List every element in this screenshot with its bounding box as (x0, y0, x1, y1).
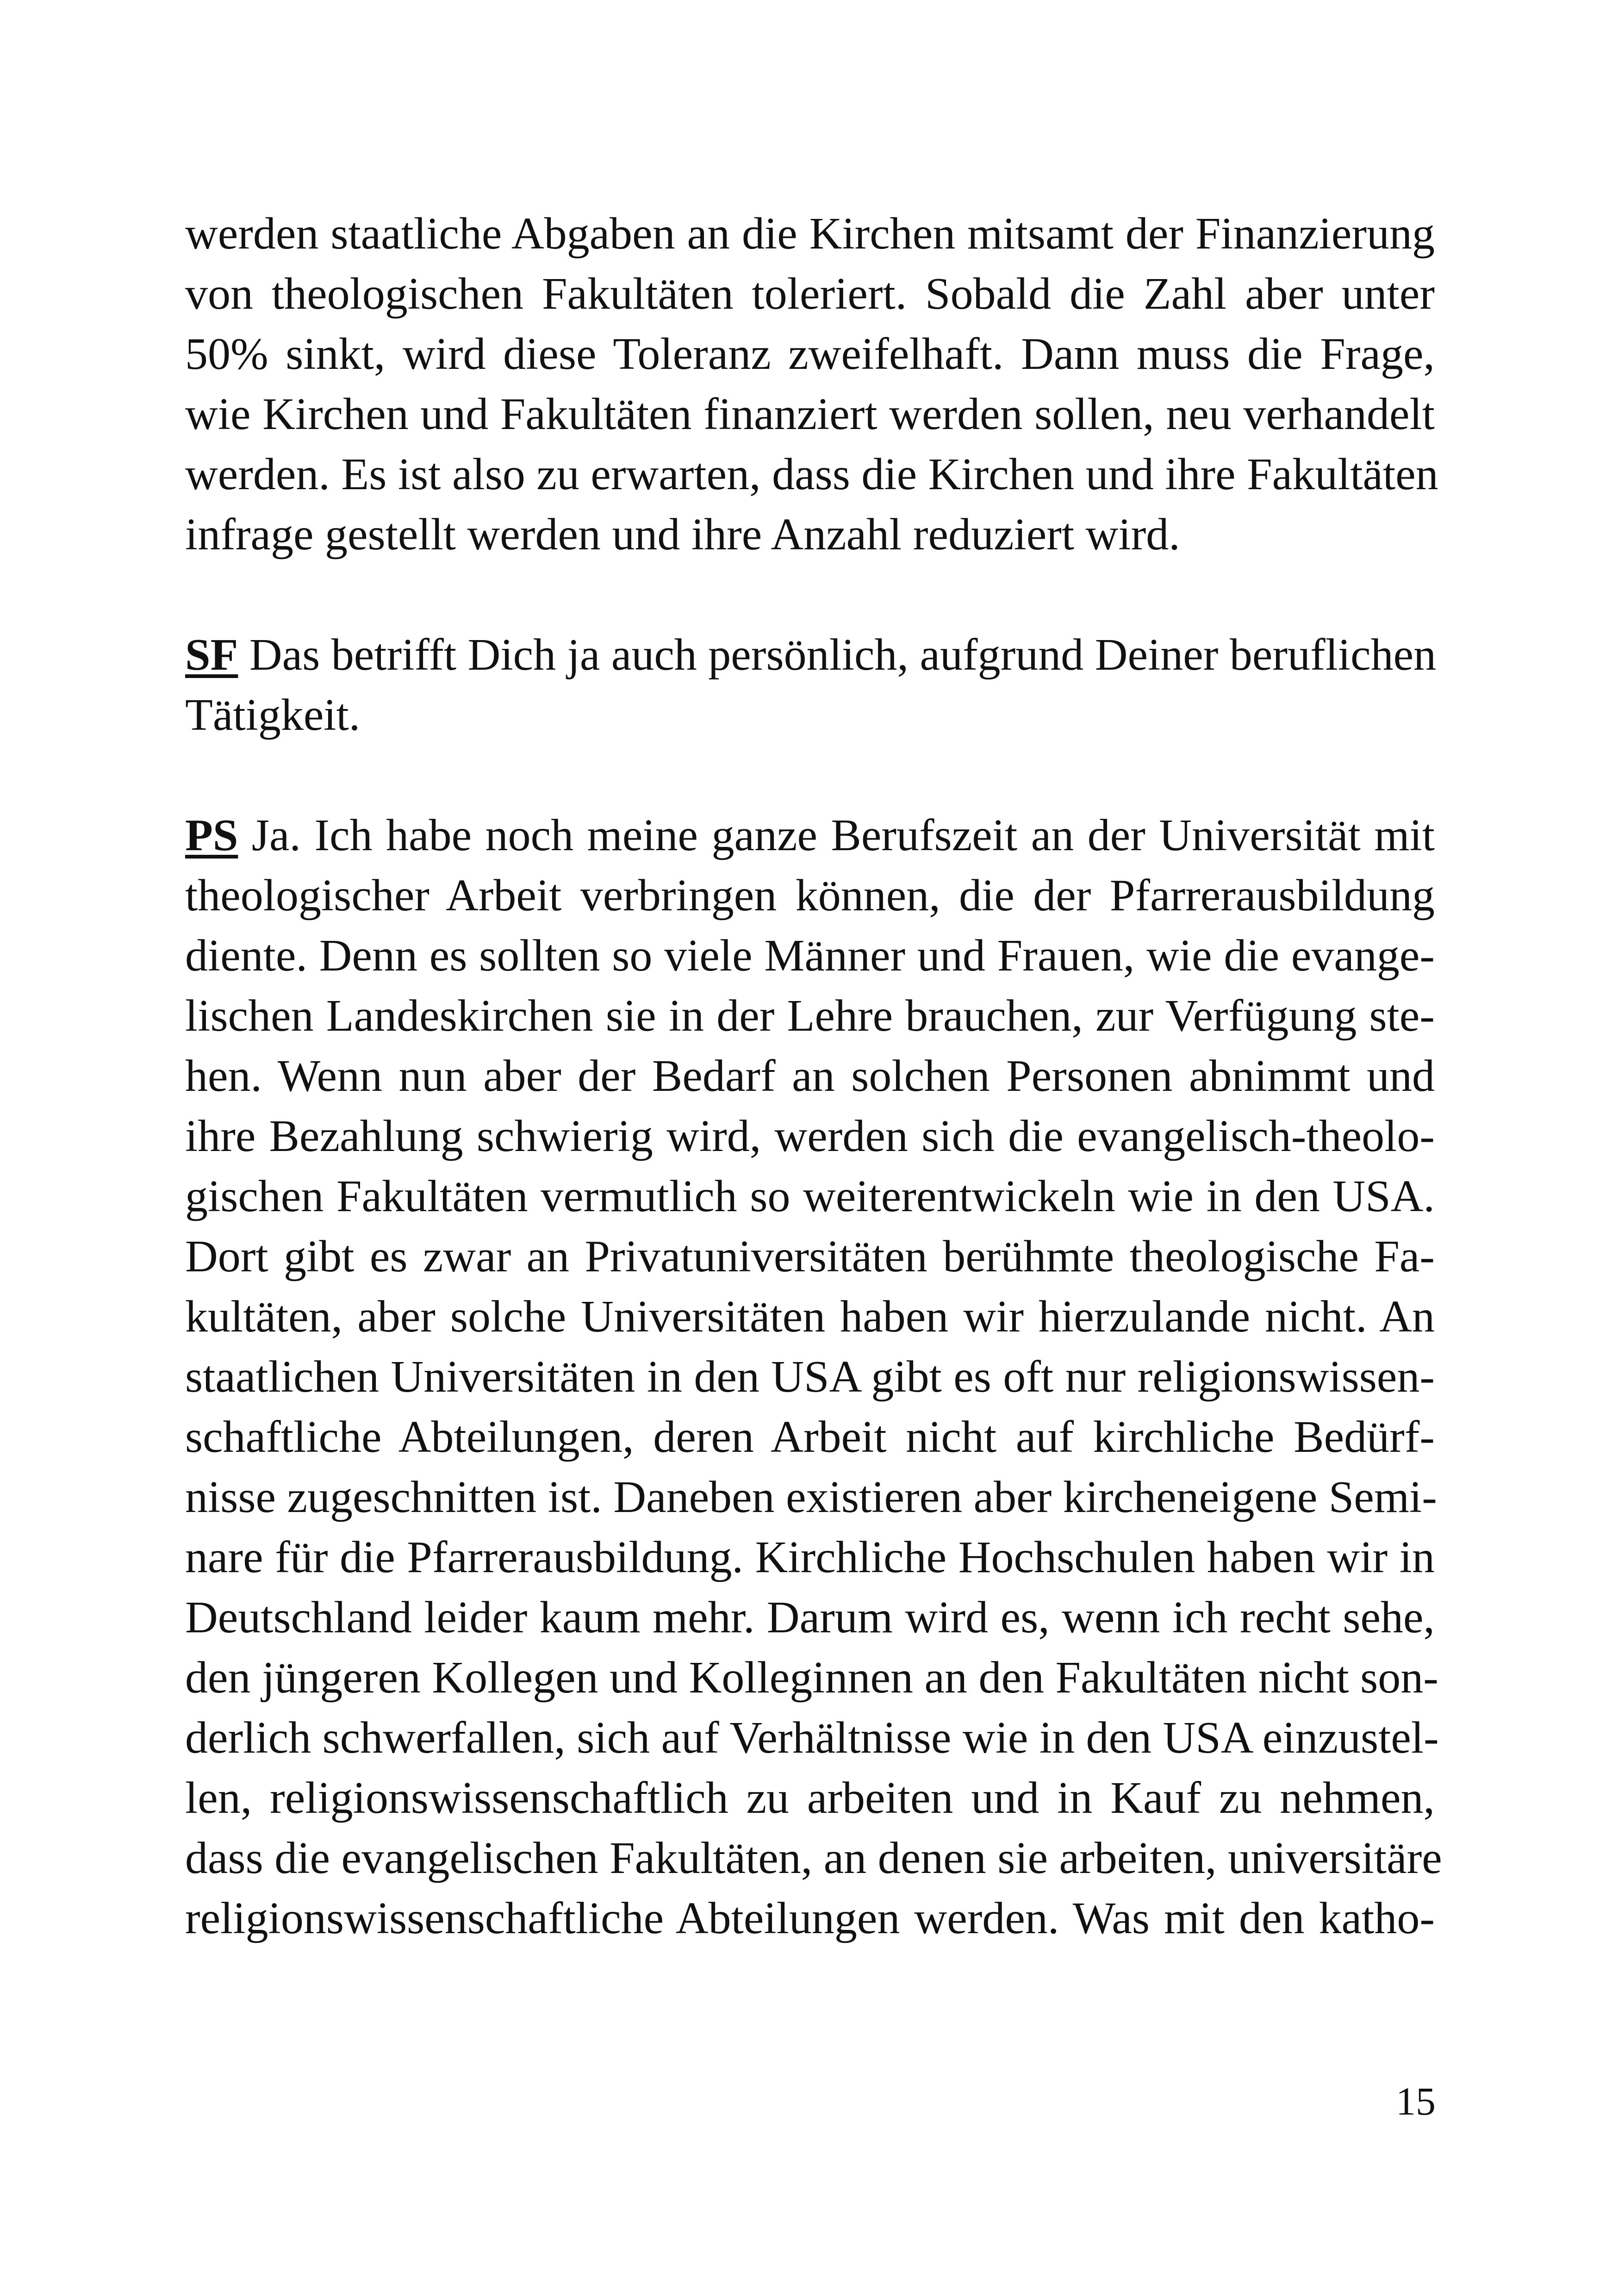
text-line: werden staatliche Abgaben an die Kirchen mitsamt der Finanzierung (185, 209, 1435, 259)
text-line (185, 805, 1435, 865)
text-line: gischen Fakultäten vermutlich so weiterentwickeln wie in den USA. (185, 1171, 1435, 1221)
text-line: religionswissenschaftliche Abteilungen werden. Was mit den katho- (185, 1893, 1435, 1943)
text-line: diente. Denn es sollten so viele Männer und Frauen, wie die evange- (185, 931, 1435, 981)
text-line: derlich schwerfallen, sich auf Verhältnisse wie in den USA einzustel- (185, 1713, 1439, 1763)
text-line: hen. Wenn nun aber der Bedarf an solchen Personen abnimmt und (185, 1051, 1435, 1101)
speaker-label: PS (185, 810, 238, 860)
body-text (185, 204, 1442, 1948)
text-line: schaftliche Abteilungen, deren Arbeit nicht auf kirchliche Bedürf- (185, 1412, 1435, 1462)
text-line: von theologischen Fakultäten toleriert. Sobald die Zahl aber unter (185, 269, 1435, 319)
text-line: den jüngeren Kollegen und Kolleginnen an den Fakultäten nicht son- (185, 1653, 1438, 1703)
text-line: nare für die Pfarrerausbildung. Kirchliche Hochschulen haben wir in (185, 1532, 1435, 1582)
text-line: lischen Landeskirchen sie in der Lehre brauchen, zur Verfügung ste- (185, 991, 1435, 1041)
text-line: staatlichen Universitäten in den USA gibt es oft nur religionswissen- (185, 1352, 1435, 1402)
text-line: Dort gibt es zwar an Privatuniversitäten berühmte theologische Fa- (185, 1232, 1435, 1282)
text-line: theologischer Arbeit verbringen können, die der Pfarrerausbildung (185, 871, 1435, 921)
paragraph-gap (185, 565, 1435, 625)
text-line: dass die evangelischen Fakultäten, an denen sie arbeiten, universitäre (185, 1833, 1442, 1883)
text-line: infrage gestellt werden und ihre Anzahl reduziert wird. (185, 510, 1180, 560)
line-text: Ja. Ich habe noch meine ganze Berufszeit an der Universität mit (251, 810, 1435, 860)
text-line: Deutschland leider kaum mehr. Darum wird es, wenn ich recht sehe, (185, 1593, 1435, 1643)
line-text: Das betrifft Dich ja auch persönlich, aufgrund Deiner beruflichen (249, 630, 1437, 680)
text-line: werden. Es ist also zu erwarten, dass die Kirchen und ihre Fakultäten (185, 449, 1438, 499)
speaker-label: SF (185, 630, 238, 680)
page-number: 15 (1396, 2079, 1436, 2123)
text-line: kultäten, aber solche Universitäten haben wir hierzulande nicht. An (185, 1292, 1435, 1342)
text-line: len, religionswissenschaftlich zu arbeiten und in Kauf zu nehmen, (185, 1773, 1435, 1823)
text-line (185, 625, 1435, 685)
paragraph-gap (185, 745, 1435, 805)
text-line: wie Kirchen und Fakultäten finanziert werden sollen, neu verhandelt (185, 389, 1435, 439)
text-line: nisse zugeschnitten ist. Daneben existieren aber kircheneigene Semi- (185, 1472, 1437, 1522)
text-line: ihre Bezahlung schwierig wird, werden sich die evangelisch-theolo- (185, 1111, 1435, 1161)
text-line: 50% sinkt, wird diese Toleranz zweifelhaft. Dann muss die Frage, (185, 329, 1435, 379)
text-line: Tätigkeit. (185, 690, 361, 740)
